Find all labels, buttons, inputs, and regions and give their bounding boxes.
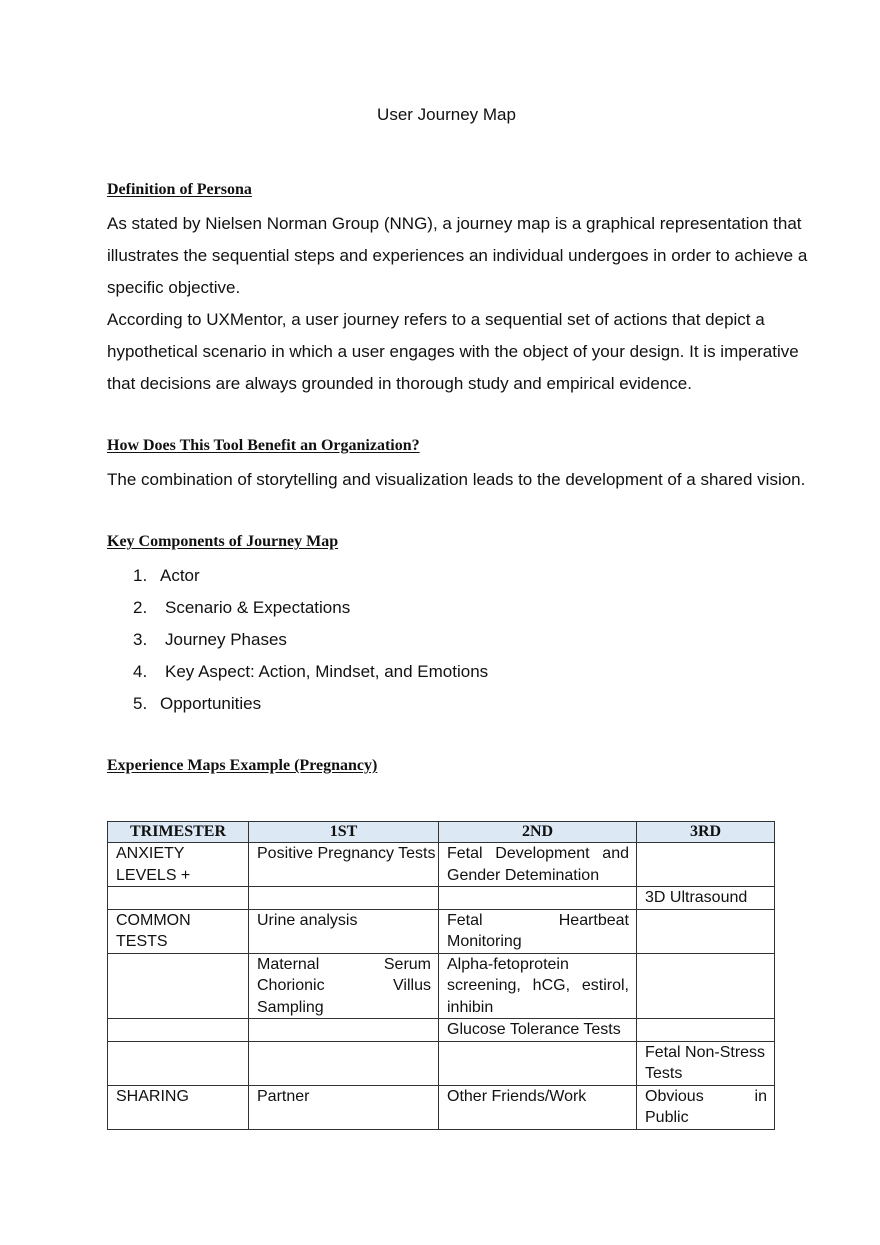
table-cell [108,887,249,910]
components-heading: Key Components of Journey Map [107,533,339,550]
table-cell [637,843,775,887]
table-cell [108,1019,249,1042]
persona-heading: Definition of Persona [107,181,252,198]
list-item: 1. Actor [133,566,200,585]
table-cell: Obvious in Public [637,1085,775,1129]
column-header: 1ST [249,822,439,843]
table-cell: Other Friends/Work [439,1085,637,1129]
table-cell: ANXIETY LEVELS + [108,843,249,887]
column-header: TRIMESTER [108,822,249,843]
table-cell: Fetal Development and Gender Detemination [439,843,637,887]
table-cell: COMMON TESTS [108,909,249,953]
list-item: 4. Key Aspect: Action, Mindset, and Emotions [133,662,489,681]
table-cell: Positive Pregnancy Tests [249,843,439,887]
table-cell [439,1041,637,1085]
persona-line: hypothetical scenario in which a user engages with the object of your design. It is imperative [107,342,799,361]
table-cell: Fetal Heartbeat Monitoring [439,909,637,953]
benefit-paragraph: The combination of storytelling and visualization leads to the development of a shared vision. [107,470,806,489]
table-row [108,953,775,1019]
table-cell [637,1019,775,1042]
persona-line: As stated by Nielsen Norman Group (NNG), a journey map is a graphical representation that [107,214,802,233]
table-row [108,1041,775,1085]
list-item: 2. Scenario & Expectations [133,598,351,617]
table-cell [439,887,637,910]
list-item: 5. Opportunities [133,694,262,713]
persona-line: illustrates the sequential steps and experiences an individual undergoes in order to achieve a [107,246,808,265]
table-cell [249,1019,439,1042]
benefit-heading: How Does This Tool Benefit an Organization? [107,437,420,454]
table-row [108,909,775,953]
table-cell: Urine analysis [249,909,439,953]
persona-line: specific objective. [107,278,241,297]
example-heading: Experience Maps Example (Pregnancy) [107,757,378,774]
table-cell: Fetal Non-Stress Tests [637,1041,775,1085]
table-row [108,1019,775,1042]
list-item: 3. Journey Phases [133,630,287,649]
table-cell: 3D Ultrasound [637,887,775,910]
table-row [108,887,775,910]
column-header: 3RD [637,822,775,843]
table-row [108,1085,775,1129]
column-header: 2ND [439,822,637,843]
table-cell: Maternal Serum Chorionic Villus Sampling [249,953,439,1019]
table-cell [637,909,775,953]
table-row [108,843,775,887]
table-cell [637,953,775,1019]
table-cell [108,1041,249,1085]
components-list [133,560,488,720]
journey-map-table [107,821,775,1130]
table-cell [249,1041,439,1085]
table-cell [108,953,249,1019]
document-title: User Journey Map [377,105,516,124]
persona-paragraph [107,208,852,400]
table-cell [249,887,439,910]
table-cell: Partner [249,1085,439,1129]
table-cell: SHARING [108,1085,249,1129]
persona-line: According to UXMentor, a user journey refers to a sequential set of actions that depict a [107,310,765,329]
table-cell: Glucose Tolerance Tests [439,1019,637,1042]
persona-line: that decisions are always grounded in thorough study and empirical evidence. [107,374,692,393]
table-header-row [108,822,775,843]
table-cell: Alpha-fetoprotein screening, hCG, estirol, inhibin [439,953,637,1019]
